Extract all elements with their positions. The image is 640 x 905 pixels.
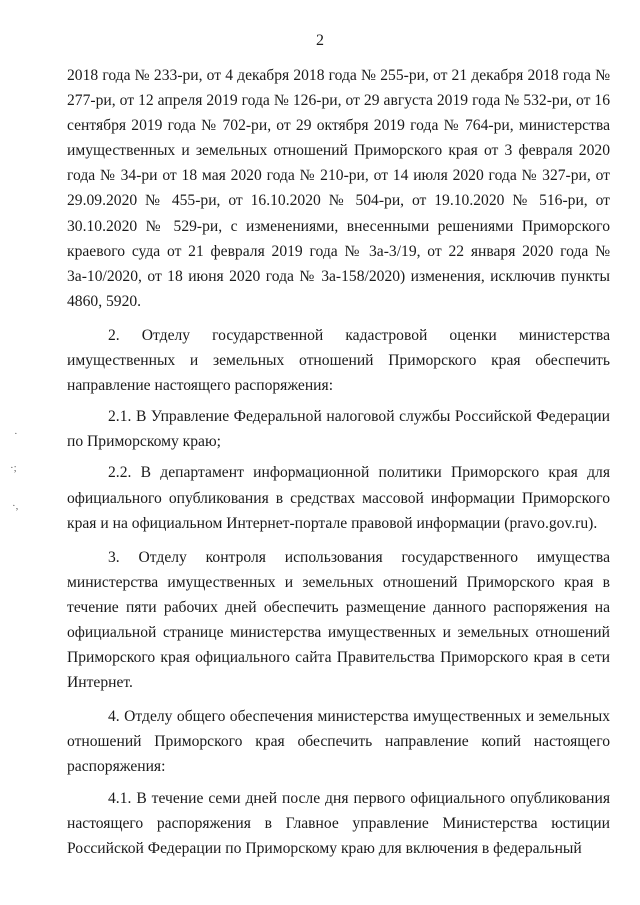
document-body <box>67 63 610 861</box>
paragraph-item-2-1: 2.1. В Управление Федеральной налоговой службы Российской Федерации по Приморскому краю; <box>67 408 610 451</box>
page-number: 2 <box>316 32 324 49</box>
scan-mark: ·; <box>10 462 17 474</box>
paragraph-continuation: 2018 года № 233-ри, от 4 декабря 2018 года № 255-ри, от 21 декабря 2018 года № 277-ри, от 12 апреля 2019 года № 126-ри, от 29 августа 2019 года № 532-ри, от 16 сентября 2019 года № 702-ри, от 29 октября 2019 года № 764-ри, министерства имущественных и земельных отношений Приморского края от 3 февраля 2020 года № 34-ри от 18 мая 2020 года № 210-ри, от 14 июля 2020 года № 327-ри, от 29.09.2020 № 455-ри, от 16.10.2020 № 504-ри, от 19.10.2020 № 516-ри, от 30.10.2020 № 529-ри, с изменениями, внесенными решениями Приморского краевого суда от 21 февраля 2019 года № 3а-3/19, от 22 января 2020 года № 3а-10/2020, от 18 июня 2020 года № 3а-158/2020) изменения, исключив пункты 4860, 5920. <box>67 67 610 310</box>
paragraph-item-2: 2. Отделу государственной кадастровой оценки министерства имущественных и земельных отношений Приморского края обеспечить направление настоящего распоряжения: <box>67 326 610 395</box>
scan-mark: ·, <box>12 500 19 512</box>
paragraph-item-4: 4. Отделу общего обеспечения министерства имущественных и земельных отношений Приморского края обеспечить направление копий настоящего распоряжения: <box>67 708 610 776</box>
scan-mark: · <box>14 428 18 440</box>
paragraph-item-3: 3. Отделу контроля использования государственного имущества министерства имущественных и земельных отношений Приморского края в течение пяти рабочих дней обеспечить размещение данного распоряжения на официальной странице министерства имущественных и земельных отношений Приморского края официального сайта Правительства Приморского края в сети Интернет. <box>67 548 610 692</box>
paragraph-item-4-1: 4.1. В течение семи дней после дня первого официального опубликования настоящего распоряжения в Главное управление Министерства юстиции Российской Федерации по Приморскому краю для включения в федеральный <box>67 789 610 857</box>
paragraph-item-2-2: 2.2. В департамент информационной политики Приморского края для официального опубликования в средствах массовой информации Приморского края и на официальном Интернет-портале правовой информации (pravo.gov.ru). <box>67 464 610 532</box>
